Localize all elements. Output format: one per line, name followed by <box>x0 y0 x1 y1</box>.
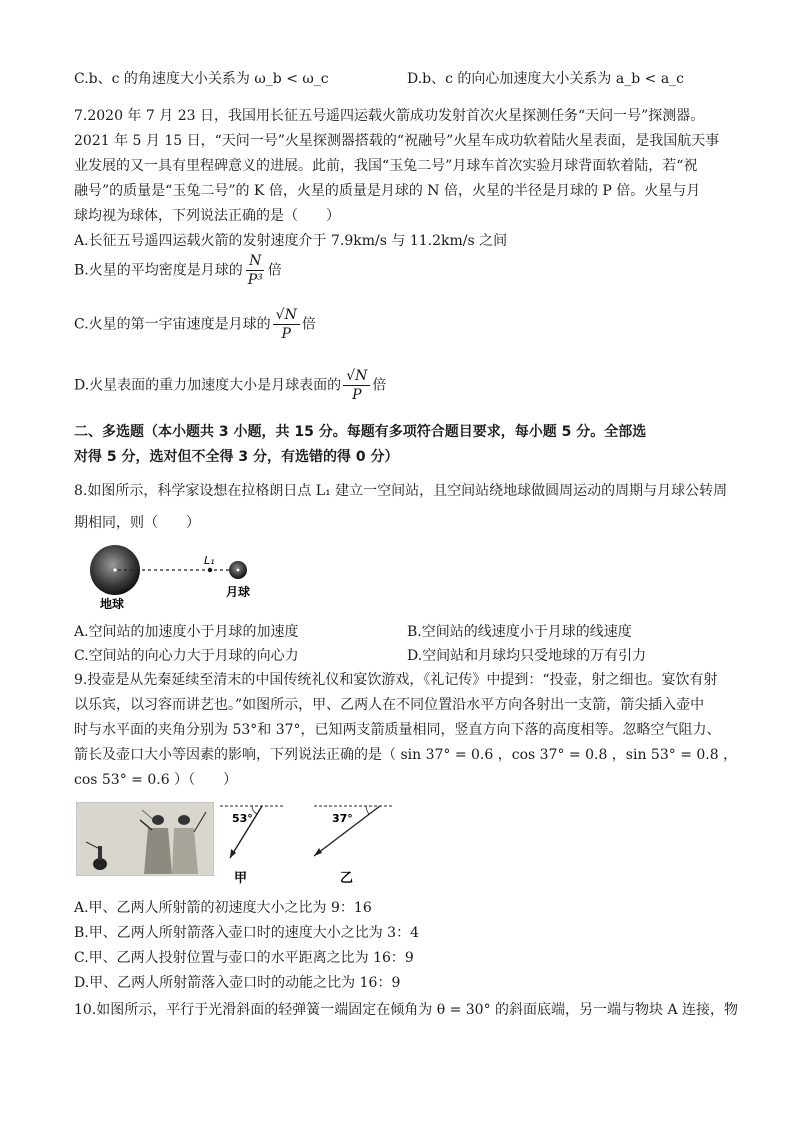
q7-option-c <box>74 306 316 343</box>
l1-point-dot <box>208 568 212 572</box>
q8-option-c: C.空间站的向心力大于月球的向心力 <box>74 648 299 664</box>
q9-stem-line4: 箭长及壶口大小等因素的影响，下列说法正确的是（ sin 37° = 0.6 ，cos 37° = 0.8 ，sin 53° = 0.8 ， <box>74 747 738 763</box>
q9-stem-line1: 9.投壶是从先秦延续至清末的中国传统礼仪和宴饮游戏，《礼记传》中提到：“投壶，射之细也。宴饮有射 <box>74 672 718 688</box>
q7-option-d <box>74 367 386 404</box>
q8-option-b: B.空间站的线速度小于月球的线速度 <box>407 624 632 640</box>
q8-option-d: D.空间站和月球均只受地球的万有引力 <box>407 648 647 664</box>
q9-stem-line2: 以乐宾，以习容而讲艺也。”如图所示，甲、乙两人在不同位置沿水平方向各射出一支箭，箭尖插入壶中 <box>74 697 705 713</box>
section-heading-line2: 对得 5 分，选对但不全得 3 分，有选错的得 0 分） <box>74 449 399 465</box>
l1-label: L₁ <box>204 554 215 567</box>
q7-stem-line2: 2021 年 5 月 15 日，“天问一号”火星探测器搭载的“祝融号”火星车成功软着陆火星表面，是我国航天事 <box>74 133 720 149</box>
q7-option-b <box>74 252 282 289</box>
q7-option-c-fraction <box>273 306 300 343</box>
fraction-numerator: √N <box>343 367 370 386</box>
q9-option-a: A.甲、乙两人所射箭的初速度大小之比为 9：16 <box>74 900 372 916</box>
q7-stem-line5: 球均视为球体，下列说法正确的是（ ） <box>74 208 340 224</box>
q7-option-c-text: C.火星的第一宇宙速度是月球的 <box>74 316 271 333</box>
q9-option-c: C.甲、乙两人投射位置与壶口的水平距离之比为 16：9 <box>74 950 414 966</box>
label-jia: 甲 <box>234 871 248 886</box>
label-yi: 乙 <box>340 871 354 886</box>
q8-option-a: A.空间站的加速度小于月球的加速度 <box>74 624 299 640</box>
q9-option-d: D.甲、乙两人所射箭落入壶口时的动能之比为 16：9 <box>74 975 401 991</box>
q9-stem-line5: cos 53° = 0.6 ）（ ） <box>74 772 238 788</box>
arrow-yi-head <box>314 848 322 856</box>
moon-center-dot <box>237 569 240 572</box>
q6-option-c: C.b、c 的角速度大小关系为 ω_b < ω_c <box>74 71 329 87</box>
q8-stem-line1: 8.如图所示，科学家设想在拉格朗日点 L₁ 建立一空间站，且空间站绕地球做圆周运动的周期与月球公转周 <box>74 483 728 499</box>
fraction-numerator: √N <box>273 306 300 325</box>
moon-label: 月球 <box>226 585 251 599</box>
q7-stem-line4: 融号”的质量是“玉兔二号”的 K 倍，火星的质量是月球的 N 倍，火星的半径是月球的 P 倍。火星与月 <box>74 183 701 199</box>
fraction-numerator: N <box>246 252 264 271</box>
q7-option-d-text: D.火星表面的重力加速度大小是月球表面的 <box>74 377 342 394</box>
q7-stem-line3: 业发展的又一具有里程碑意义的进展。此前，我国“玉兔二号”月球车首次实验月球背面软着陆，若“祝 <box>74 158 698 174</box>
earth-label: 地球 <box>100 597 125 611</box>
q7-option-b-suffix: 倍 <box>267 262 282 279</box>
q8-earth-moon-figure <box>80 542 270 614</box>
touhu-painting-figure <box>76 802 214 876</box>
q7-option-b-text: B.火星的平均密度是月球的 <box>74 262 243 279</box>
q7-option-d-fraction <box>343 367 370 404</box>
fraction-denominator: P <box>352 387 362 403</box>
angle-37-label: 37° <box>332 812 353 825</box>
section-heading-line1: 二、多选题（本小题共 3 小题，共 15 分。每题有多项符合题目要求，每小题 5 分。全部选 <box>74 424 647 440</box>
earth-center-dot <box>113 568 116 571</box>
q7-option-c-suffix: 倍 <box>301 316 316 333</box>
q7-stem-line1: 7.2020 年 7 月 23 日，我国用长征五号遥四运载火箭成功发射首次火星探测任务“天问一号”探测器。 <box>74 108 705 124</box>
q10-stem-line1: 10.如图所示，平行于光滑斜面的轻弹簧一端固定在倾角为 θ = 30° 的斜面底端，另一端与物块 A 连接，物 <box>74 1002 739 1018</box>
q7-option-b-fraction <box>245 252 266 289</box>
angle-53-label: 53° <box>232 812 253 825</box>
fraction-denominator: P³ <box>247 272 263 288</box>
q7-option-d-suffix: 倍 <box>372 377 387 394</box>
q7-option-a: A.长征五号遥四运载火箭的发射速度介于 7.9km/s 与 11.2km/s 之间 <box>74 233 508 249</box>
q9-stem-line3: 时与水平面的夹角分别为 53°和 37°，已知两支箭质量相同，竖直方向下落的高度相等。忽略空气阻力、 <box>74 722 721 738</box>
q8-stem-line2: 期相同，则（ ） <box>74 515 200 531</box>
fraction-denominator: P <box>281 326 291 342</box>
q6-option-d: D.b、c 的向心加速度大小关系为 a_b < a_c <box>407 71 685 87</box>
arrow-angle-diagram <box>218 802 398 888</box>
q9-option-b: B.甲、乙两人所射箭落入壶口时的速度大小之比为 3：4 <box>74 925 420 941</box>
